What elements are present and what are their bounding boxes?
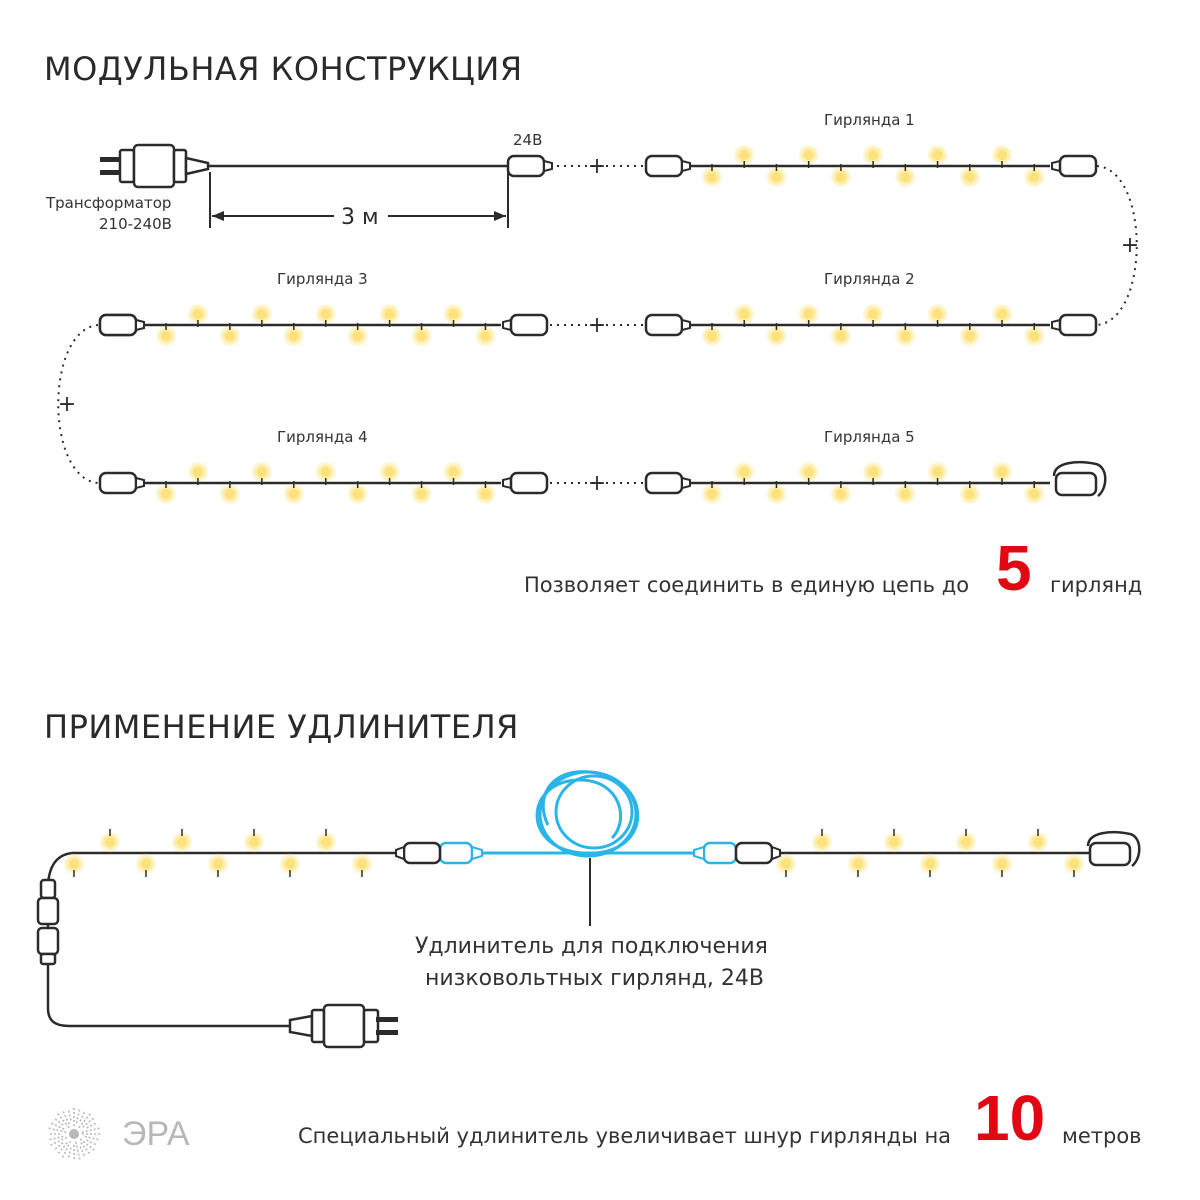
led-bulb-icon: [187, 303, 209, 327]
led-bulb-icon: [1027, 829, 1049, 853]
led-bulb-icon: [775, 853, 797, 877]
led-core: [1029, 172, 1039, 182]
led-core: [417, 489, 427, 499]
logo-center: [69, 1129, 79, 1139]
led-bulb-icon: [443, 461, 465, 485]
garland-connector-icon: [1052, 156, 1096, 176]
connector-body: [511, 473, 547, 493]
led-core: [900, 489, 910, 499]
led-core: [161, 489, 171, 499]
plus-sign: +: [57, 392, 77, 417]
led-bulb-icon: [347, 481, 369, 505]
led-bulb-icon: [733, 461, 755, 485]
led-bulb-icon: [379, 461, 401, 485]
led-core: [925, 859, 935, 869]
lower-transformer-plug-icon: [290, 1005, 398, 1047]
led-core: [707, 331, 717, 341]
caption-modular-unit: гирлянд: [1050, 573, 1143, 597]
led-bulb-icon: [411, 323, 433, 347]
led-bulb-icon: [1063, 853, 1085, 877]
caption-extension-number: 10: [974, 1082, 1046, 1154]
led-bulb-icon: [733, 144, 755, 168]
led-core: [804, 467, 814, 477]
garland-5-end-cap-icon: [1054, 462, 1105, 496]
logo-ray: [81, 1143, 90, 1155]
led-bulb-icon: [883, 829, 905, 853]
led-bulb-icon: [862, 303, 884, 327]
led-core: [353, 489, 363, 499]
led-bulb-icon: [894, 164, 916, 188]
caption-modular-text: Позволяет соединить в единую цепь до: [524, 573, 970, 597]
led-bulb-icon: [207, 853, 229, 877]
connector-body: [508, 156, 544, 176]
led-core: [804, 150, 814, 160]
led-core: [836, 331, 846, 341]
led-core: [868, 309, 878, 319]
led-bulb-icon: [171, 829, 193, 853]
led-core: [889, 837, 899, 847]
led-core: [249, 837, 259, 847]
logo-ray: [80, 1147, 85, 1158]
logo-ray: [87, 1123, 98, 1128]
garland-connector-icon: [100, 315, 144, 335]
garland-1: [646, 144, 1050, 188]
section-title-modular: МОДУЛЬНАЯ КОНСТРУКЦИЯ: [44, 50, 523, 88]
led-core: [289, 331, 299, 341]
led-core: [965, 489, 975, 499]
led-core: [289, 489, 299, 499]
led-core: [771, 172, 781, 182]
logo-ray: [85, 1136, 100, 1139]
led-bulb-icon: [991, 303, 1013, 327]
transformer-label-line2: 210-240В: [99, 215, 172, 233]
led-core: [739, 150, 749, 160]
led-core: [707, 172, 717, 182]
lower-supply-cable: [48, 964, 290, 1026]
led-core: [707, 489, 717, 499]
led-bulb-icon: [155, 481, 177, 505]
logo-ray: [76, 1109, 79, 1124]
distance-dimension: [210, 172, 508, 228]
led-core: [257, 309, 267, 319]
garland-connector-icon: [646, 473, 690, 493]
logo-ray: [68, 1148, 71, 1160]
led-bulb-icon: [251, 461, 273, 485]
logo-ray: [54, 1118, 63, 1125]
led-bulb-icon: [798, 303, 820, 327]
plus-sign: +: [587, 471, 607, 496]
led-core: [900, 331, 910, 341]
led-bulb-icon: [411, 481, 433, 505]
led-bulb-icon: [959, 481, 981, 505]
led-core: [1033, 837, 1043, 847]
led-bulb-icon: [862, 144, 884, 168]
led-core: [353, 331, 363, 341]
led-bulb-icon: [765, 481, 787, 505]
brand-logo-text: ЭРА: [122, 1115, 190, 1153]
led-core: [997, 859, 1007, 869]
connector-body: [100, 473, 136, 493]
led-bulb-icon: [474, 481, 496, 505]
garland-3-label: Гирлянда 3: [277, 270, 368, 288]
led-bulb-icon: [135, 853, 157, 877]
connector-body: [100, 315, 136, 335]
led-core: [781, 859, 791, 869]
garland-1-label: Гирлянда 1: [824, 111, 915, 129]
voltage-label: 24В: [513, 131, 543, 149]
led-core: [771, 331, 781, 341]
plus-sign: +: [1120, 233, 1140, 258]
garland-3: [100, 303, 501, 347]
garland-4-label: Гирлянда 4: [277, 428, 368, 446]
led-core: [213, 859, 223, 869]
caption-extension-text: Специальный удлинитель увеличивает шнур гирлянды на: [298, 1124, 952, 1148]
led-bulb-icon: [927, 144, 949, 168]
garland-5: [646, 461, 1050, 505]
led-core: [739, 467, 749, 477]
led-bulb-icon: [219, 323, 241, 347]
led-core: [997, 467, 1007, 477]
led-bulb-icon: [798, 144, 820, 168]
led-core: [225, 489, 235, 499]
led-core: [868, 150, 878, 160]
led-bulb-icon: [351, 853, 373, 877]
end-cap-body: [1056, 473, 1096, 495]
extension-label-line1: Удлинитель для подключения: [415, 934, 768, 959]
connector-tip: [136, 478, 144, 488]
led-core: [357, 859, 367, 869]
led-bulb-icon: [1023, 323, 1045, 347]
led-bulb-icon: [701, 323, 723, 347]
led-bulb-icon: [955, 829, 977, 853]
led-bulb-icon: [798, 461, 820, 485]
led-core: [321, 837, 331, 847]
led-bulb-icon: [279, 853, 301, 877]
led-bulb-icon: [379, 303, 401, 327]
led-core: [257, 467, 267, 477]
led-core: [141, 859, 151, 869]
led-bulb-icon: [283, 323, 305, 347]
led-core: [933, 150, 943, 160]
garland-connector-icon: [1052, 315, 1096, 335]
connector-body: [1060, 315, 1096, 335]
led-core: [321, 467, 331, 477]
led-core: [739, 309, 749, 319]
led-bulb-icon: [315, 461, 337, 485]
led-bulb-icon: [927, 303, 949, 327]
led-bulb-icon: [765, 164, 787, 188]
led-core: [965, 172, 975, 182]
connector-body: [646, 473, 682, 493]
logo-ray: [68, 1109, 71, 1121]
led-core: [961, 837, 971, 847]
led-bulb-icon: [315, 303, 337, 327]
extension-label-line2: низковольтных гирлянд, 24В: [425, 966, 764, 991]
led-core: [193, 467, 203, 477]
led-core: [804, 309, 814, 319]
connector-body: [646, 315, 682, 335]
led-bulb-icon: [894, 323, 916, 347]
led-bulb-icon: [63, 853, 85, 877]
led-core: [965, 331, 975, 341]
connector-tip: [682, 161, 690, 171]
garland-connector-icon: [646, 156, 690, 176]
caption-extension-unit: метров: [1062, 1124, 1142, 1148]
garland-2-label: Гирлянда 2: [824, 270, 915, 288]
logo-ray: [49, 1136, 64, 1139]
led-core: [933, 467, 943, 477]
led-core: [480, 331, 490, 341]
led-bulb-icon: [99, 829, 121, 853]
plus-sign: +: [587, 154, 607, 179]
led-bulb-icon: [701, 481, 723, 505]
led-core: [900, 172, 910, 182]
led-bulb-icon: [991, 144, 1013, 168]
led-bulb-icon: [847, 853, 869, 877]
led-bulb-icon: [219, 481, 241, 505]
led-core: [105, 837, 115, 847]
led-bulb-icon: [243, 829, 265, 853]
led-core: [385, 309, 395, 319]
logo-ray: [83, 1118, 95, 1127]
led-bulb-icon: [830, 164, 852, 188]
connector-body: [646, 156, 682, 176]
led-bulb-icon: [733, 303, 755, 327]
distance-label: 3 м: [337, 205, 383, 230]
led-core: [177, 837, 187, 847]
connector-tip: [136, 320, 144, 330]
led-core: [1029, 331, 1039, 341]
garland-connector-icon: [503, 473, 547, 493]
led-core: [836, 172, 846, 182]
led-bulb-icon: [283, 481, 305, 505]
transformer-plug-icon: [100, 145, 208, 187]
led-core: [225, 331, 235, 341]
connector-tip: [544, 161, 552, 171]
led-core: [1069, 859, 1079, 869]
led-core: [161, 331, 171, 341]
led-bulb-icon: [1023, 481, 1045, 505]
connector-body: [1060, 156, 1096, 176]
led-core: [417, 331, 427, 341]
led-bulb-icon: [830, 323, 852, 347]
led-core: [193, 309, 203, 319]
era-logo-icon: [48, 1108, 100, 1160]
garland-chain: [58, 144, 1139, 505]
led-core: [285, 859, 295, 869]
connector-tip: [682, 320, 690, 330]
led-core: [836, 489, 846, 499]
garland-2: [646, 303, 1050, 347]
garland-5-label: Гирлянда 5: [824, 428, 915, 446]
led-bulb-icon: [927, 461, 949, 485]
lower-end-cap-icon: [1088, 832, 1139, 866]
led-bulb-icon: [959, 164, 981, 188]
garland-connector-icon: [100, 473, 144, 493]
garland-connector-icon: [646, 315, 690, 335]
led-bulb-icon: [991, 853, 1013, 877]
led-core: [321, 309, 331, 319]
garland-connector-icon: [503, 315, 547, 335]
led-bulb-icon: [443, 303, 465, 327]
section-title-extension: ПРИМЕНЕНИЕ УДЛИНИТЕЛЯ: [44, 708, 519, 746]
logo-ray: [58, 1114, 69, 1128]
led-bulb-icon: [959, 323, 981, 347]
led-bulb-icon: [315, 829, 337, 853]
led-core: [1029, 489, 1039, 499]
garland-connector-icon: [508, 156, 552, 176]
garland-4: [100, 461, 501, 505]
led-core: [853, 859, 863, 869]
led-bulb-icon: [862, 461, 884, 485]
led-core: [449, 309, 459, 319]
extension-cable: [440, 772, 736, 863]
led-bulb-icon: [1023, 164, 1045, 188]
led-core: [385, 467, 395, 477]
led-bulb-icon: [155, 323, 177, 347]
led-core: [997, 150, 1007, 160]
caption-modular-number: 5: [996, 532, 1032, 604]
led-bulb-icon: [765, 323, 787, 347]
led-bulb-icon: [701, 164, 723, 188]
led-core: [449, 467, 459, 477]
led-bulb-icon: [830, 481, 852, 505]
led-bulb-icon: [811, 829, 833, 853]
led-bulb-icon: [251, 303, 273, 327]
led-bulb-icon: [474, 323, 496, 347]
connector-tip: [682, 478, 690, 488]
led-core: [997, 309, 1007, 319]
led-core: [933, 309, 943, 319]
led-core: [69, 859, 79, 869]
led-bulb-icon: [187, 461, 209, 485]
led-core: [771, 489, 781, 499]
logo-ray: [63, 1111, 70, 1125]
led-core: [817, 837, 827, 847]
led-bulb-icon: [894, 481, 916, 505]
led-bulb-icon: [991, 461, 1013, 485]
led-bulb-icon: [919, 853, 941, 877]
led-bulb-icon: [347, 323, 369, 347]
plus-sign: +: [587, 313, 607, 338]
logo-ray: [82, 1128, 100, 1132]
led-core: [868, 467, 878, 477]
logo-ray: [51, 1137, 67, 1145]
connector-body: [511, 315, 547, 335]
lower-inline-connector-icon: [38, 880, 58, 964]
transformer-label-line1: Трансформатор: [46, 194, 172, 212]
led-core: [480, 489, 490, 499]
logo-ray: [76, 1142, 80, 1160]
